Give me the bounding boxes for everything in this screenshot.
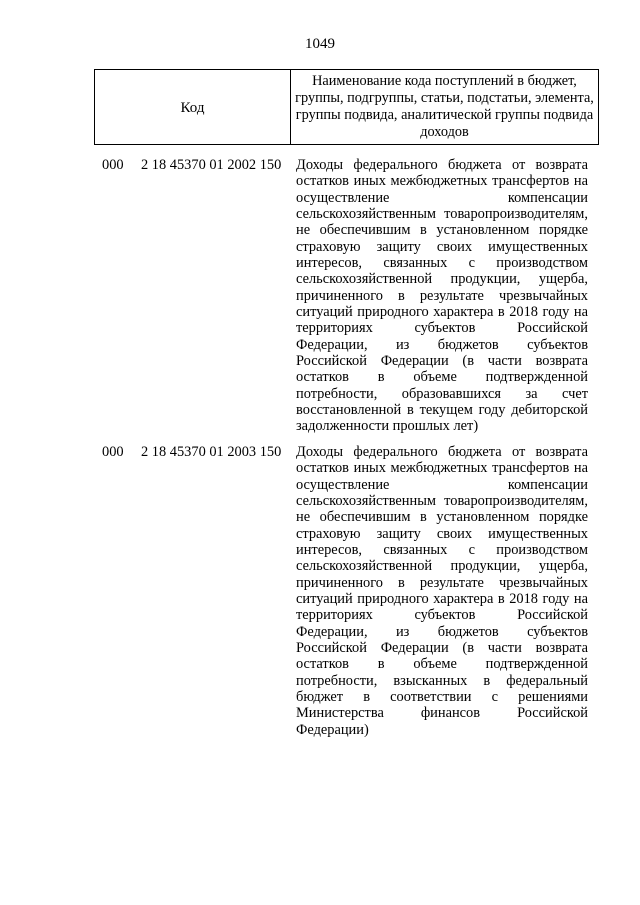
description-line: Доходы федерального бюджета от возврата — [296, 157, 588, 173]
description-line: Российской Федерации (в части возврата — [296, 352, 588, 369]
description-line: причиненного в результате чрезвычайных — [296, 574, 588, 591]
description-line: страховую защиту своих имущественных — [296, 238, 588, 255]
description-line: ситуаций природного характера в 2018 году на — [296, 303, 588, 320]
description-line: восстановленной в текущем году дебиторской — [296, 401, 588, 418]
description-line: сельскохозяйственным товаропроизводителям, — [296, 205, 588, 222]
description-line: осуществление компенсации — [296, 476, 588, 493]
header-name-label: Наименование кода поступлений в бюджет, группы, подгруппы, статьи, подстатьи, элемента, группы подвида, аналитической группы подвида доходов — [295, 72, 594, 141]
description-line: интересов, связанных с производством — [296, 254, 588, 271]
description-line: ситуаций природного характера в 2018 году на — [296, 590, 588, 607]
description-line: сельскохозяйственной продукции, ущерба, — [296, 558, 588, 575]
admin-code: 000 — [102, 157, 124, 173]
description-line: Российской Федерации (в части возврата — [296, 639, 588, 656]
description-line: сельскохозяйственным товаропроизводителям, — [296, 492, 588, 509]
description-line: Доходы федерального бюджета от возврата — [296, 444, 588, 460]
income-code: 2 18 45370 01 2002 150 — [141, 157, 282, 173]
description-line: остатков иных межбюджетных трансфертов на — [296, 460, 588, 477]
description-line: Министерства финансов Российской — [296, 705, 588, 722]
description-line: Федерации, из бюджетов субъектов — [296, 623, 588, 640]
description-line: осуществление компенсации — [296, 189, 588, 206]
description-line: сельскохозяйственной продукции, ущерба, — [296, 271, 588, 288]
description-line: причиненного в результате чрезвычайных — [296, 287, 588, 304]
description-line: территориях субъектов Российской — [296, 607, 588, 624]
description-line: Федерации, из бюджетов субъектов — [296, 336, 588, 353]
income-description — [296, 157, 588, 435]
description-line: территориях субъектов Российской — [296, 320, 588, 337]
description-line: остатков в объеме подтвержденной — [296, 369, 588, 386]
description-line: интересов, связанных с производством — [296, 541, 588, 558]
description-line: страховую защиту своих имущественных — [296, 525, 588, 542]
header-code-label: Код — [95, 70, 291, 144]
description-line: Федерации) — [296, 721, 369, 738]
description-line: остатков иных межбюджетных трансфертов на — [296, 173, 588, 190]
description-line: не обеспечившим в установленном порядке — [296, 222, 588, 239]
income-code: 2 18 45370 01 2003 150 — [141, 444, 282, 460]
description-line: остатков в объеме подтвержденной — [296, 656, 588, 673]
page-number: 1049 — [305, 36, 335, 52]
description-line: бюджет в соответствии с решениями — [296, 688, 588, 705]
income-description — [296, 444, 588, 738]
description-line: потребности, образовавшихся за счет — [296, 385, 588, 402]
description-line: потребности, взысканных в федеральный — [296, 672, 588, 689]
description-line: задолженности прошлых лет) — [296, 418, 479, 435]
admin-code: 000 — [102, 444, 124, 460]
description-line: не обеспечившим в установленном порядке — [296, 509, 588, 526]
table-header — [94, 69, 599, 145]
